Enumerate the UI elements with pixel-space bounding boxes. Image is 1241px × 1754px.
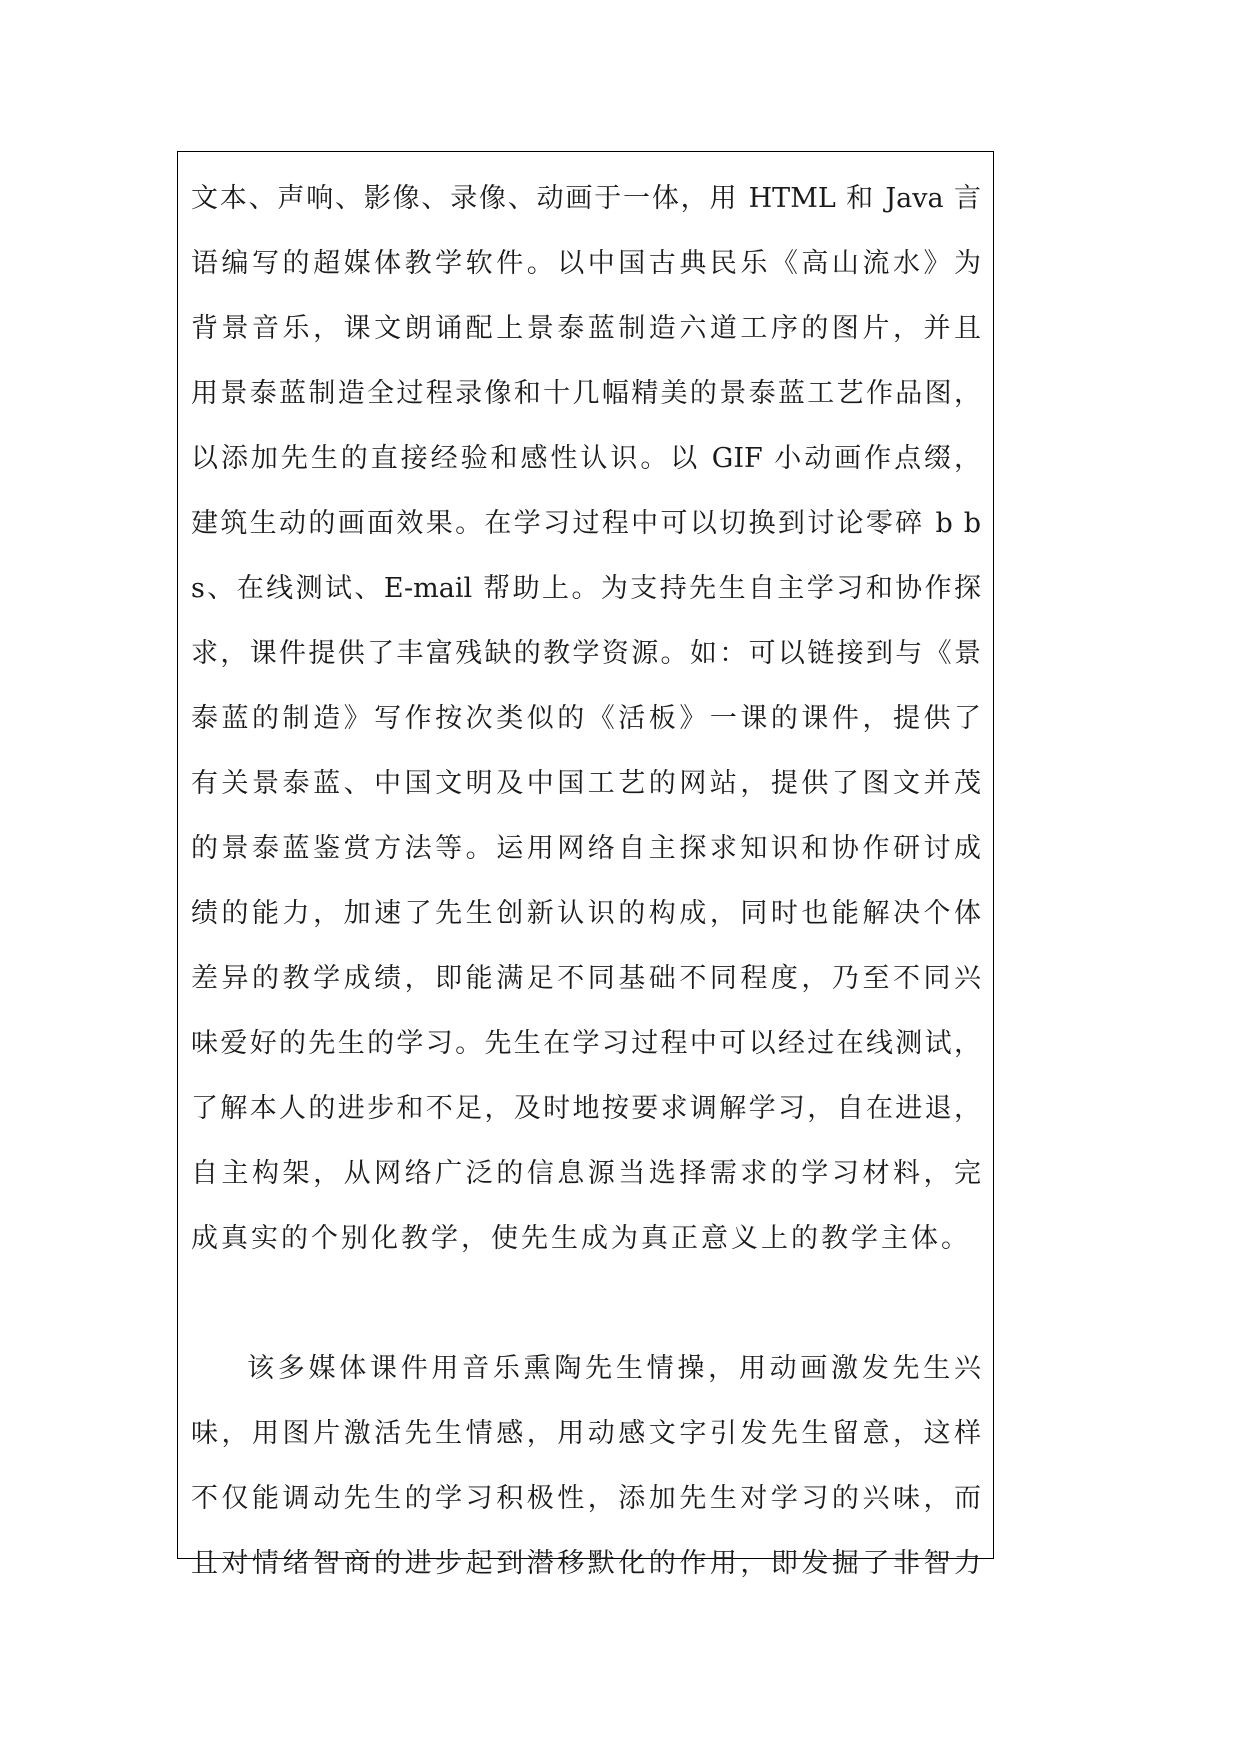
- text-line: 以添加先生的直接经验和感性认识。以 GIF 小动画作点缀，: [191, 443, 981, 474]
- text-line: 味，用图片激活先生情感，用动感文字引发先生留意，这样: [191, 1418, 981, 1449]
- text-line: 差异的教学成绩，即能满足不同基础不同程度，乃至不同兴: [191, 963, 981, 994]
- text-line: 用景泰蓝制造全过程录像和十几幅精美的景泰蓝工艺作品图，: [191, 378, 981, 409]
- text-line: 的景泰蓝鉴赏方法等。运用网络自主探求知识和协作研讨成: [191, 833, 981, 864]
- paragraph-1: [191, 166, 981, 1271]
- text-line: 求，课件提供了丰富残缺的教学资源。如：可以链接到与《景: [191, 638, 981, 669]
- text-line: 该多媒体课件用音乐熏陶先生情操，用动画激发先生兴: [247, 1353, 981, 1384]
- text-line: 绩的能力，加速了先生创新认识的构成，同时也能解决个体: [191, 898, 981, 929]
- paragraph-2: [191, 1336, 981, 1596]
- text-line: 味爱好的先生的学习。先生在学习过程中可以经过在线测试，: [191, 1028, 981, 1059]
- text-line: s、在线测试、E-mail 帮助上。为支持先生自主学习和协作探: [191, 573, 981, 604]
- text-line: 有关景泰蓝、中国文明及中国工艺的网站，提供了图文并茂: [191, 768, 981, 799]
- document-text-box: [177, 151, 994, 1579]
- text-line: 建筑生动的画面效果。在学习过程中可以切换到讨论零碎 b b: [191, 508, 981, 539]
- text-line: 了解本人的进步和不足，及时地按要求调解学习，自在进退，: [191, 1093, 981, 1124]
- text-line: 泰蓝的制造》写作按次类似的《活板》一课的课件，提供了: [191, 703, 981, 734]
- text-line: 语编写的超媒体教学软件。以中国古典民乐《高山流水》为: [191, 248, 981, 279]
- text-line: 文本、声响、影像、录像、动画于一体，用 HTML 和 Java 言: [191, 183, 981, 214]
- paragraph-gap: [191, 1271, 981, 1336]
- text-line: 自主构架，从网络广泛的信息源当选择需求的学习材料，完: [191, 1158, 981, 1189]
- text-line: 不仅能调动先生的学习积极性，添加先生对学习的兴味，而: [191, 1483, 981, 1514]
- text-line: 成真实的个别化教学，使先生成为真正意义上的教学主体。: [191, 1223, 971, 1254]
- text-line: 且对情绪智商的进步起到潜移默化的作用，即发掘了非智力: [191, 1548, 981, 1579]
- text-line: 背景音乐，课文朗诵配上景泰蓝制造六道工序的图片，并且: [191, 313, 981, 344]
